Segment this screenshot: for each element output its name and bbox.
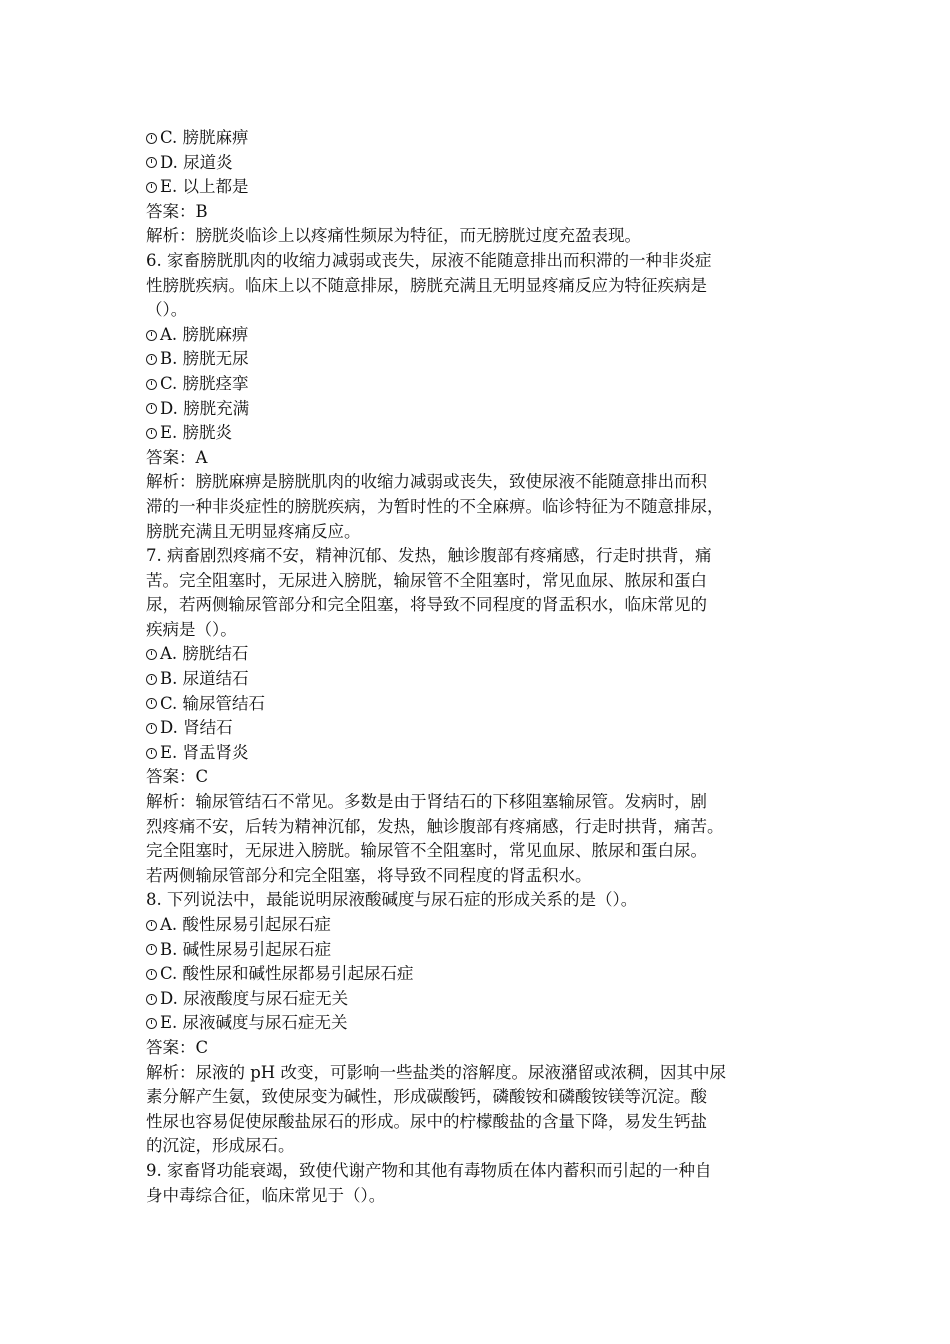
line-text: 膀胱充满且无明显疼痛反应。 [146, 521, 361, 541]
line-text: 答案：B [146, 201, 208, 221]
answer-option[interactable] [146, 1011, 814, 1036]
text-line [146, 1159, 814, 1184]
text-line [146, 298, 814, 323]
radio-clock-icon [146, 403, 157, 414]
line-text: 6. 家畜膀胱肌肉的收缩力减弱或丧失，尿液不能随意排出而积滞的一种非炎症 [146, 250, 712, 270]
text-line [146, 888, 814, 913]
document-body [146, 126, 814, 1208]
line-text: 答案：A [146, 447, 208, 467]
text-line [146, 593, 814, 618]
line-text: 滞的一种非炎症性的膀胱疾病，为暂时性的不全麻痹。临诊特征为不随意排尿， [146, 496, 724, 516]
radio-clock-icon [146, 182, 157, 193]
radio-clock-icon [146, 994, 157, 1005]
line-text: （）。 [146, 300, 188, 320]
line-text: B. 膀胱无尿 [160, 349, 249, 369]
line-text: C. 膀胱麻痹 [160, 128, 249, 147]
line-text: 尿，若两侧输尿管部分和完全阻塞，将导致不同程度的肾盂积水，临床常见的 [146, 595, 707, 615]
line-text: 烈疼痛不安，后转为精神沉郁，发热，触诊腹部有疼痛感，行走时拱背，痛苦。 [146, 816, 724, 836]
answer-option[interactable] [146, 962, 814, 987]
answer-option[interactable] [146, 372, 814, 397]
text-line [146, 224, 814, 249]
line-text: 解析：膀胱炎临诊上以疼痛性频尿为特征，而无膀胱过度充盈表现。 [146, 226, 641, 246]
text-line [146, 1110, 814, 1135]
text-line [146, 495, 814, 520]
answer-option[interactable] [146, 987, 814, 1012]
line-text: 答案：C [146, 1037, 209, 1057]
answer-option[interactable] [146, 667, 814, 692]
line-text: C. 酸性尿和碱性尿都易引起尿石症 [160, 964, 414, 984]
answer-line [146, 765, 814, 790]
line-text: C. 输尿管结石 [160, 693, 266, 713]
answer-option[interactable] [146, 421, 814, 446]
line-text: 的沉淀，形成尿石。 [146, 1136, 295, 1156]
answer-option[interactable] [146, 938, 814, 963]
radio-clock-icon [146, 674, 157, 685]
radio-clock-icon [146, 157, 157, 168]
radio-clock-icon [146, 723, 157, 734]
answer-option[interactable] [146, 347, 814, 372]
answer-option[interactable] [146, 913, 814, 938]
text-line [146, 470, 814, 495]
line-text: E. 尿液碱度与尿石症无关 [160, 1013, 348, 1033]
line-text: 完全阻塞时，无尿进入膀胱。输尿管不全阻塞时，常见血尿、脓尿和蛋白尿。 [146, 841, 707, 861]
text-line [146, 815, 814, 840]
radio-clock-icon [146, 379, 157, 390]
radio-clock-icon [146, 920, 157, 931]
text-line [146, 544, 814, 569]
answer-option[interactable] [146, 642, 814, 667]
answer-option[interactable] [146, 741, 814, 766]
radio-clock-icon [146, 698, 157, 709]
radio-clock-icon [146, 649, 157, 660]
text-line [146, 790, 814, 815]
line-text: 9. 家畜肾功能衰竭，致使代谢产物和其他有毒物质在体内蓄积而引起的一种自 [146, 1160, 712, 1180]
answer-option[interactable] [146, 175, 814, 200]
line-text: D. 膀胱充满 [160, 398, 250, 418]
answer-line [146, 200, 814, 225]
radio-clock-icon [146, 133, 157, 144]
text-line [146, 249, 814, 274]
line-text: A. 膀胱麻痹 [160, 324, 249, 344]
line-text: A. 酸性尿易引起尿石症 [160, 915, 331, 934]
answer-line [146, 446, 814, 471]
line-text: 性膀胱疾病。临床上以不随意排尿，膀胱充满且无明显疼痛反应为特征疾病是 [146, 275, 707, 295]
line-text: 疾病是（）。 [146, 619, 237, 639]
line-text: A. 膀胱结石 [160, 644, 249, 664]
line-text: 性尿也容易促使尿酸盐尿石的形成。尿中的柠檬酸盐的含量下降，易发生钙盐 [146, 1111, 707, 1131]
line-text: 7. 病畜剧烈疼痛不安，精神沉郁、发热，触诊腹部有疼痛感，行走时拱背，痛 [146, 546, 712, 566]
line-text: B. 碱性尿易引起尿石症 [160, 939, 332, 959]
text-line [146, 1134, 814, 1159]
line-text: 身中毒综合征，临床常见于（）。 [146, 1185, 386, 1205]
radio-clock-icon [146, 969, 157, 980]
text-line [146, 569, 814, 594]
answer-option[interactable] [146, 716, 814, 741]
line-text: 解析：膀胱麻痹是膀胱肌肉的收缩力减弱或丧失，致使尿液不能随意排出而积 [146, 472, 707, 492]
line-text: E. 肾盂肾炎 [160, 742, 249, 762]
answer-option[interactable] [146, 323, 814, 348]
line-text: D. 肾结石 [160, 718, 233, 738]
line-text: 解析：尿液的 pH 改变，可影响一些盐类的溶解度。尿液潴留或浓稠，因其中尿 [146, 1062, 726, 1082]
line-text: 若两侧输尿管部分和完全阻塞，将导致不同程度的肾盂积水。 [146, 865, 592, 885]
radio-clock-icon [146, 748, 157, 759]
text-line [146, 520, 814, 545]
radio-clock-icon [146, 354, 157, 365]
answer-option[interactable] [146, 397, 814, 422]
radio-clock-icon [146, 428, 157, 439]
line-text: 答案：C [146, 767, 209, 787]
line-text: 解析：输尿管结石不常见。多数是由于肾结石的下移阻塞输尿管。发病时，剧 [146, 792, 707, 812]
line-text: 素分解产生氨，致使尿变为碱性，形成碳酸钙，磷酸铵和磷酸铵镁等沉淀。酸 [146, 1087, 707, 1107]
text-line [146, 274, 814, 299]
text-line [146, 1184, 814, 1209]
answer-option[interactable] [146, 151, 814, 176]
line-text: E. 膀胱炎 [160, 423, 233, 443]
text-line [146, 618, 814, 643]
answer-option[interactable] [146, 692, 814, 717]
line-text: 8. 下列说法中，最能说明尿液酸碱度与尿石症的形成关系的是（）。 [146, 890, 638, 910]
text-line [146, 839, 814, 864]
line-text: D. 尿道炎 [160, 152, 233, 172]
line-text: E. 以上都是 [160, 177, 249, 197]
line-text: B. 尿道结石 [160, 669, 249, 689]
line-text: C. 膀胱痉挛 [160, 373, 249, 393]
text-line [146, 1061, 814, 1086]
radio-clock-icon [146, 944, 157, 955]
answer-line [146, 1036, 814, 1061]
line-text: D. 尿液酸度与尿石症无关 [160, 988, 349, 1008]
text-line [146, 1085, 814, 1110]
text-line [146, 864, 814, 889]
answer-option[interactable] [146, 126, 814, 151]
line-text: 苦。完全阻塞时，无尿进入膀胱，输尿管不全阻塞时，常见血尿、脓尿和蛋白 [146, 570, 707, 590]
radio-clock-icon [146, 1018, 157, 1029]
radio-clock-icon [146, 330, 157, 341]
